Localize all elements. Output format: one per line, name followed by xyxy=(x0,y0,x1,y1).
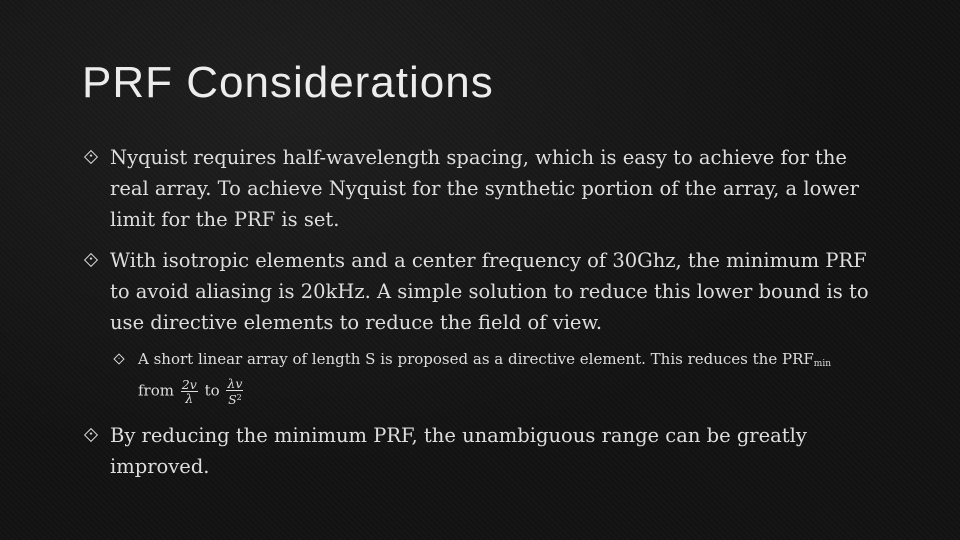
formula-line xyxy=(138,377,882,406)
from-word: from xyxy=(138,381,174,400)
bullet-item xyxy=(82,142,882,235)
diamond-bullet-icon xyxy=(84,428,98,442)
fraction-numerator: λv xyxy=(227,376,243,391)
bullet-text: Nyquist requires half-wavelength spacing, which is easy to achieve for the real array. To achieve Nyquist for the synthetic portion of the array, a lower limit for the PRF is set. xyxy=(110,146,859,231)
slide-title: PRF Considerations xyxy=(82,58,494,107)
slide-body xyxy=(82,142,882,482)
fraction-2v-over-lambda xyxy=(181,378,198,405)
denominator-exponent: 2 xyxy=(236,393,242,402)
fraction-lambda-v-over-s-squared xyxy=(226,377,243,406)
bullet-item xyxy=(82,245,882,338)
prf-subscript: min xyxy=(813,359,831,369)
sub-bullet-text: A short linear array of length S is proposed as a directive element. This reduces the PRF xyxy=(138,350,814,368)
to-word: to xyxy=(204,381,220,400)
diamond-bullet-icon xyxy=(113,353,124,364)
bullet-text: With isotropic elements and a center frequency of 30Ghz, the minimum PRF to avoid aliasing is 20kHz. A simple solution to reduce this lower bound is to use directive elements to reduce the field of view. xyxy=(110,249,869,334)
bullet-text: By reducing the minimum PRF, the unambiguous range can be greatly improved. xyxy=(110,424,807,478)
diamond-bullet-icon xyxy=(84,150,98,164)
bullet-item xyxy=(82,420,882,482)
fraction-denominator xyxy=(226,391,243,406)
diamond-bullet-icon xyxy=(84,253,98,267)
denominator-base: S xyxy=(228,392,237,407)
sub-bullet-item xyxy=(112,348,882,406)
fraction-denominator: λ xyxy=(185,391,194,406)
fraction-numerator: 2v xyxy=(181,377,197,392)
